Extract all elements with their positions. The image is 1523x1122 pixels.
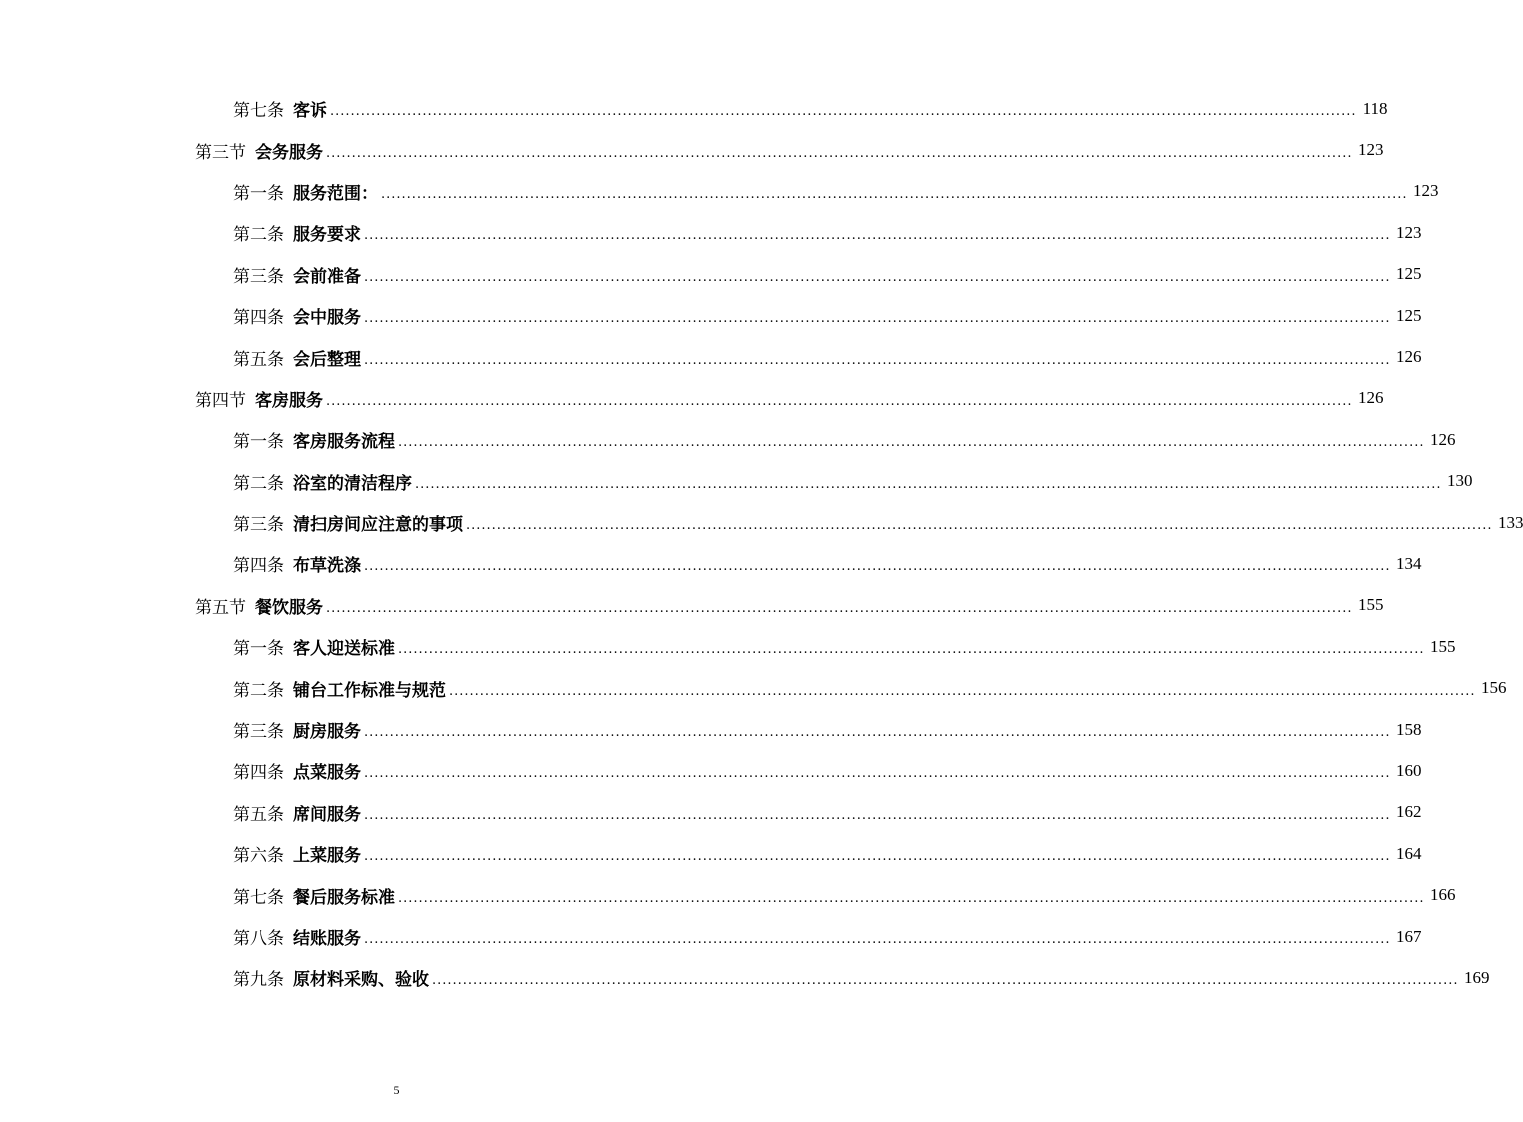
toc-entry[interactable] [0, 833, 1422, 874]
dot-leader: ........................................................................................................................................................................................................ [381, 186, 1408, 202]
toc-entry-title: 客房服务 [255, 390, 323, 411]
dot-leader: ........................................................................................................................................................................................................ [398, 435, 1425, 451]
toc-entry-prefix: 第一条 [233, 639, 284, 660]
toc-entry[interactable] [0, 129, 1384, 170]
toc-entry-title: 厨房服务 [293, 722, 361, 743]
toc-entry-page: 164 [1395, 843, 1422, 863]
dot-leader: ........................................................................................................................................................................................................ [326, 145, 1353, 161]
toc-entry-page: 160 [1395, 760, 1422, 780]
toc-entry-prefix: 第三条 [233, 266, 284, 287]
toc-entry[interactable] [0, 212, 1422, 253]
toc-entry[interactable] [0, 419, 1456, 460]
dot-leader: ........................................................................................................................................................................................................ [364, 352, 1391, 368]
toc-entry[interactable] [0, 916, 1422, 957]
dot-leader: ........................................................................................................................................................................................................ [326, 393, 1353, 409]
toc-entry-title: 席间服务 [293, 804, 361, 825]
toc-entry-title: 会后整理 [293, 349, 361, 370]
dot-leader: ........................................................................................................................................................................................................ [415, 476, 1442, 492]
toc-entry-prefix: 第四条 [233, 308, 284, 329]
toc-entry-prefix: 第三条 [233, 515, 284, 536]
toc-entry-title: 会务服务 [255, 142, 323, 163]
toc-entry[interactable] [0, 667, 1507, 708]
dot-leader: ........................................................................................................................................................................................................ [364, 269, 1391, 285]
dot-leader: ........................................................................................................................................................................................................ [364, 228, 1391, 244]
dot-leader: ........................................................................................................................................................................................................ [364, 311, 1391, 327]
toc-entry[interactable] [0, 750, 1422, 791]
toc-entry-prefix: 第六条 [233, 846, 284, 867]
toc-entry-page: 162 [1395, 802, 1422, 822]
toc-entry[interactable] [0, 295, 1422, 336]
dot-leader: ........................................................................................................................................................................................................ [364, 725, 1391, 741]
toc-entry-title: 布草洗涤 [293, 556, 361, 577]
toc-entry-title: 点菜服务 [293, 763, 361, 784]
toc-entry-title: 客房服务流程 [293, 432, 395, 453]
toc-entry-page: 166 [1429, 885, 1456, 905]
toc-entry-prefix: 第七条 [233, 101, 284, 122]
toc-entry-title: 餐后服务标准 [293, 887, 395, 908]
toc-entry-title: 浴室的清洁程序 [293, 473, 412, 494]
toc-entry-page: 123 [1357, 140, 1384, 160]
toc-entry-page: 156 [1480, 678, 1507, 698]
toc-entry-title: 服务范围： [293, 183, 378, 204]
toc-entry[interactable] [0, 543, 1422, 584]
toc-entry-prefix: 第三节 [195, 142, 246, 163]
toc-entry-prefix: 第一条 [233, 183, 284, 204]
toc-entry-page: 126 [1395, 347, 1422, 367]
dot-leader: ........................................................................................................................................................................................................ [398, 642, 1425, 658]
dot-leader: ........................................................................................................................................................................................................ [449, 683, 1476, 699]
toc-entry-prefix: 第四条 [233, 556, 284, 577]
toc-entry-title: 会前准备 [293, 266, 361, 287]
toc-entry-title: 服务要求 [293, 225, 361, 246]
toc-entry-prefix: 第五条 [233, 804, 284, 825]
toc-entry-page: 126 [1429, 429, 1456, 449]
toc-entry[interactable] [0, 461, 1473, 502]
dot-leader: ........................................................................................................................................................................................................ [364, 766, 1391, 782]
toc-entry[interactable] [0, 336, 1422, 377]
toc-entry-page: 134 [1395, 553, 1422, 573]
toc-entry-title: 客诉 [293, 101, 327, 122]
toc-entry-page: 167 [1395, 926, 1422, 946]
toc-entry-page: 126 [1357, 388, 1384, 408]
toc-entry-page: 130 [1446, 471, 1473, 491]
toc-entry[interactable] [0, 502, 1523, 543]
toc-entry[interactable] [0, 88, 1388, 129]
toc-entry-page: 169 [1463, 967, 1490, 987]
toc-entry-title: 清扫房间应注意的事项 [293, 515, 463, 536]
toc-entry[interactable] [0, 626, 1456, 667]
toc-entry[interactable] [0, 585, 1384, 626]
dot-leader: ........................................................................................................................................................................................................ [432, 973, 1459, 989]
toc-entry-page: 125 [1395, 305, 1422, 325]
toc-entry-page: 155 [1429, 636, 1456, 656]
page-number: 5 [393, 1083, 400, 1097]
toc-entry[interactable] [0, 874, 1456, 915]
toc-entry[interactable] [0, 709, 1422, 750]
toc-entry[interactable] [0, 378, 1384, 419]
toc-entry-title: 客人迎送标准 [293, 639, 395, 660]
dot-leader: ........................................................................................................................................................................................................ [364, 849, 1391, 865]
dot-leader: ........................................................................................................................................................................................................ [330, 104, 1357, 120]
toc-entry-prefix: 第二条 [233, 680, 284, 701]
toc-entry-prefix: 第二条 [233, 473, 284, 494]
dot-leader: ........................................................................................................................................................................................................ [364, 807, 1391, 823]
dot-leader: ........................................................................................................................................................................................................ [364, 932, 1391, 947]
toc-entry-page: 123 [1412, 181, 1439, 201]
toc-entry-prefix: 第二条 [233, 225, 284, 246]
toc-entry-prefix: 第三条 [233, 722, 284, 743]
dot-leader: ........................................................................................................................................................................................................ [364, 559, 1391, 575]
dot-leader: ........................................................................................................................................................................................................ [398, 890, 1425, 906]
dot-leader: ........................................................................................................................................................................................................ [326, 600, 1353, 616]
toc-entry[interactable] [0, 171, 1439, 212]
toc-entry-prefix: 第九条 [233, 970, 284, 991]
toc-entry[interactable] [0, 957, 1490, 998]
toc-entry-prefix: 第一条 [233, 432, 284, 453]
toc-entry[interactable] [0, 254, 1422, 295]
toc-entry-title: 会中服务 [293, 308, 361, 329]
toc-entry-title: 铺台工作标准与规范 [293, 680, 446, 701]
toc-entry-prefix: 第四节 [195, 390, 246, 411]
toc-entry-page: 118 [1362, 98, 1388, 118]
toc-entry-prefix: 第五条 [233, 349, 284, 370]
toc-entry-prefix: 第五节 [195, 597, 246, 618]
toc-entry-title: 餐饮服务 [255, 597, 323, 618]
toc-entry-prefix: 第四条 [233, 763, 284, 784]
toc-entry-title: 原材料采购、验收 [293, 970, 429, 991]
toc-entry-page: 133 [1497, 512, 1523, 532]
toc-entry[interactable] [0, 792, 1422, 833]
toc-entry-page: 123 [1395, 222, 1422, 242]
toc-entry-page: 155 [1357, 595, 1384, 615]
toc-entry-title: 结账服务 [293, 929, 361, 949]
toc-entry-title: 上菜服务 [293, 846, 361, 867]
toc-entry-page: 125 [1395, 264, 1422, 284]
toc-entry-prefix: 第八条 [233, 929, 284, 949]
toc-entry-page: 158 [1395, 719, 1422, 739]
dot-leader: ........................................................................................................................................................................................................ [466, 518, 1493, 534]
table-of-contents [0, 88, 1523, 999]
toc-entry-prefix: 第七条 [233, 887, 284, 908]
